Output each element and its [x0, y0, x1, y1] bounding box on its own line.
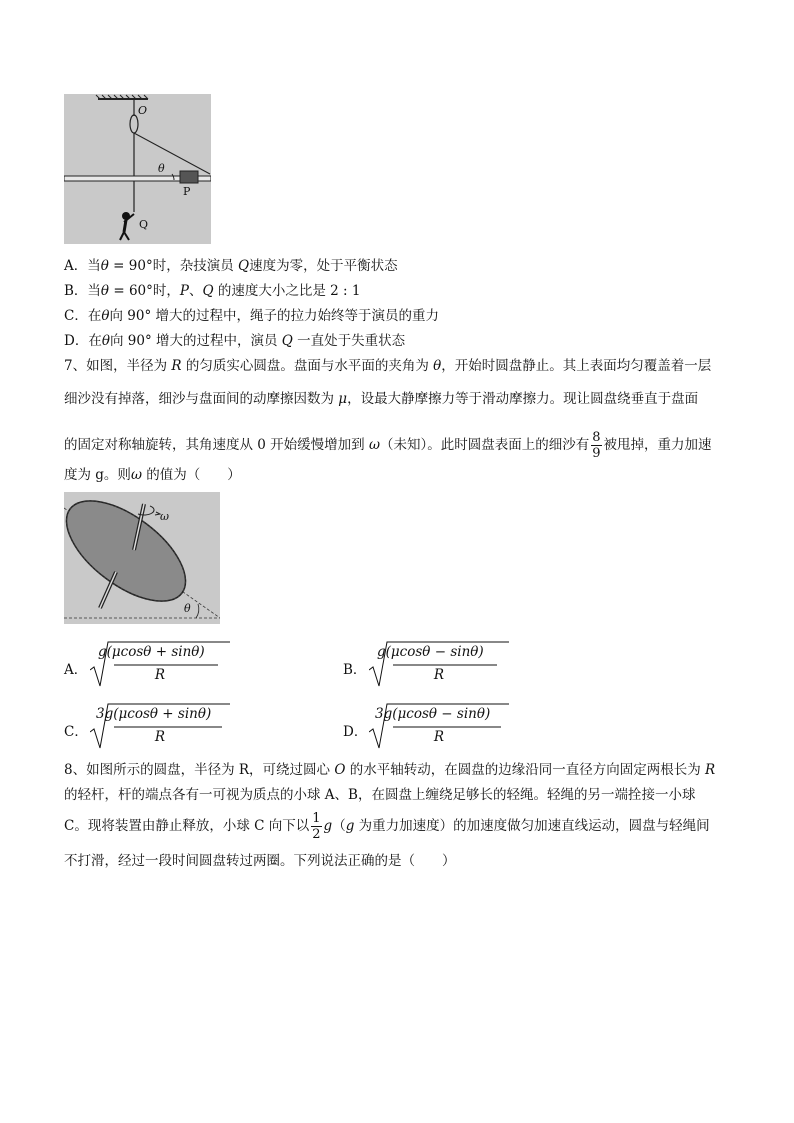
q7-option-d[interactable]: D． 3g(μcosθ − sinθ) R — [343, 702, 543, 750]
label-theta-disc: θ — [184, 602, 191, 615]
q6-option-c[interactable]: C．在θ向 90° 增大的过程中，绳子的拉力始终等于演员的重力 — [64, 308, 439, 324]
q7-line-3: 的固定对称轴旋转，其角速度从 0 开始缓慢增加到 ω（未知）。此时圆盘表面上的细沙有 $\frac{8}{9}$ 被甩掉，重力加速 — [64, 430, 712, 461]
fraction-1-2: $\frac{1}{2}$ — [312, 811, 321, 842]
q6-option-d[interactable]: D．在θ向 90° 增大的过程中，演员 Q 一直处于失重状态 — [64, 333, 406, 349]
figure-pulley-performer — [64, 94, 211, 244]
q7-option-a[interactable]: A． g(μcosθ + sinθ) R — [64, 640, 264, 688]
q8-line-4: 不打滑，经过一段时间圆盘转过两圈。下列说法正确的是（ ） — [64, 853, 456, 869]
figure-tilted-disc — [64, 492, 220, 624]
label-O: O — [138, 104, 148, 117]
q7-option-b[interactable]: B． g(μcosθ − sinθ) R — [343, 640, 543, 688]
q6-option-b[interactable]: B．当θ = 60°时，P、Q 的速度大小之比是 2 : 1 — [64, 283, 361, 299]
label-omega: ω — [160, 510, 169, 523]
q6-option-a[interactable]: A．当θ = 90°时，杂技演员 Q速度为零，处于平衡状态 — [64, 258, 398, 274]
q7-line-1: 7、如图，半径为 R 的匀质实心圆盘。盘面与水平面的夹角为 θ，开始时圆盘静止。其上表面均匀覆盖着一层 — [64, 358, 712, 374]
fraction-8-9: $\frac{8}{9}$ — [592, 430, 601, 461]
q8-line-3: C。现将装置由静止释放，小球 C 向下以 $\frac{1}{2}$ g（g 为重力加速度）的加速度做匀加速直线运动，圆盘与轻绳间 — [64, 811, 710, 842]
label-P: P — [183, 185, 191, 198]
q7-line-4: 度为 g。则ω 的值为（ ） — [64, 467, 241, 483]
q7-line-2: 细沙没有掉落，细沙与盘面间的动摩擦因数为 μ，设最大静摩擦力等于滑动摩擦力。现让圆盘绕垂直于盘面 — [64, 391, 699, 407]
label-Q: Q — [139, 218, 149, 231]
tilted-disc-diagram — [64, 492, 220, 624]
q8-line-2: 的轻杆，杆的端点各有一可视为质点的小球 A、B，在圆盘上缠绕足够长的轻绳。轻绳的另一端拴接一小球 — [64, 787, 696, 803]
q7-option-c[interactable]: C． 3g(μcosθ + sinθ) R — [64, 702, 264, 750]
label-theta: θ — [158, 162, 165, 175]
q8-line-1: 8、如图所示的圆盘，半径为 R，可绕过圆心 O 的水平轴转动，在圆盘的边缘沿同一直径方向固定两根长为 R — [64, 762, 716, 778]
